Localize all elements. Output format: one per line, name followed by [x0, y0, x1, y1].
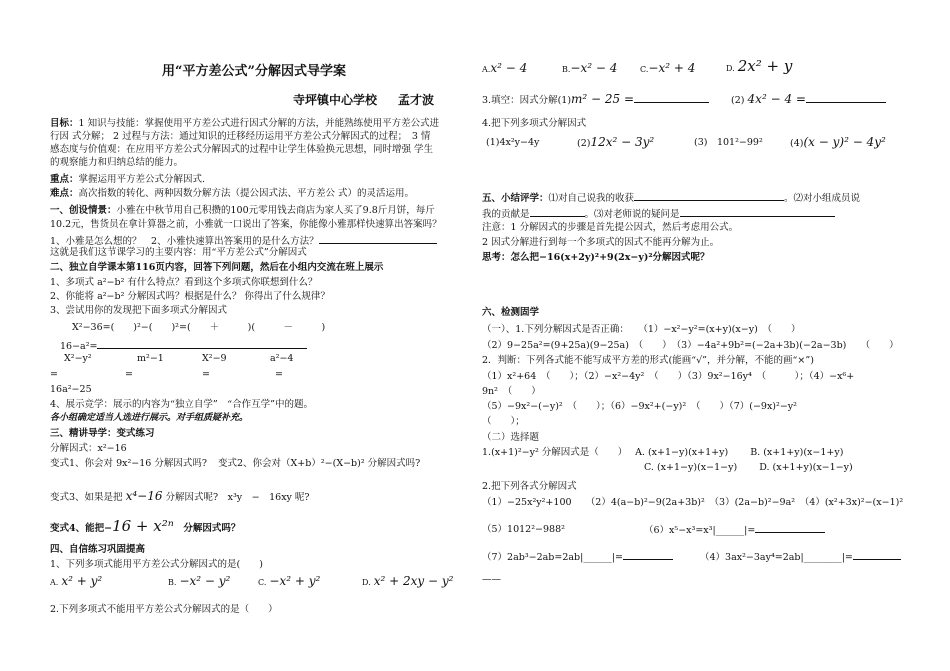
scenario-line-1: [50, 205, 435, 217]
fill-expr-1: m² − 25 =: [571, 92, 635, 106]
option-b-label: B.: [168, 578, 177, 587]
think-question: 思考：怎么把−16(x+2y)²+9(2x−y)²分解因式呢？: [482, 252, 710, 263]
test-line-1: （一）、1.下列分解因式是否正确： （1）−x²−y²=(x+y)(x−y) （ ）: [482, 324, 801, 335]
answer-blank[interactable]: [853, 549, 901, 560]
equals-4: =: [275, 369, 283, 380]
test-factor-7-text: （7）2ab³−2ab=2ab|______|=: [482, 552, 624, 563]
expr-a2-4: a²−4: [270, 353, 294, 364]
variant-3: [50, 490, 310, 504]
factor-4-2-expr: 12x² − 3y²: [590, 135, 655, 149]
factor-4-4: [790, 136, 886, 150]
expr-x2-9: X²−9: [202, 353, 227, 364]
goals-text-1: 1 知识与技能：掌握使用平方差公式进行因式分解的方法，并能熟练使用平方差公式进: [78, 118, 440, 129]
summary-heading: 五、小结评学：: [482, 193, 549, 204]
answer-blank[interactable]: [530, 206, 585, 217]
test-choice-heading: （二）选择题: [482, 432, 540, 443]
group-note: 各小组确定适当人选进行展示。对手组质疑补充。: [50, 413, 249, 423]
summary-text-1a: ⑴对自己说我的收获: [548, 193, 635, 204]
test-line-7: （ ）；: [482, 416, 525, 427]
summary-line-2: [482, 206, 835, 221]
test-line-6: （5）−9x²−(−y)² （ ）；（6）−9x²+(−y)² （ ）（7）(−9x)²−y²: [482, 401, 797, 412]
school-name: 寺坪镇中心学校: [293, 93, 378, 107]
option-b-expr: −x² − y²: [179, 574, 231, 588]
q2-option-c: [640, 62, 695, 76]
summary-text-1b: 。⑵对小组成员说: [784, 193, 861, 204]
answer-blank[interactable]: [634, 92, 709, 103]
answer-blank[interactable]: [680, 206, 835, 217]
practice-q1-option-b: [168, 575, 230, 589]
difficulty-point: [50, 188, 414, 200]
practice-q1: 1、下列多项式能用平方差公式分解因式的是( ): [50, 559, 263, 570]
test-factor-8-text: （4）3ax²−3ay⁴=2ab|________|=: [700, 552, 853, 563]
goals-line-1: [50, 118, 439, 130]
scenario-question-text: 1、小雅是怎么想的？ 2、小雅快速算出答案用的是什么方法？: [50, 236, 319, 247]
fill-in-question: [482, 92, 886, 107]
answer-blank[interactable]: [319, 233, 437, 244]
key-label: 重点：: [50, 174, 79, 185]
self-study-q1: 1、多项式 a²−b² 有什么特点？看到这个多项式你联想到什么？: [50, 277, 318, 288]
practice-q1-option-c: [258, 575, 320, 589]
answer-blank[interactable]: [755, 522, 825, 533]
scenario-line-4: 这就是我们这节课学习的主要内容：用“平方差公式”分解因式: [50, 247, 307, 258]
goals-line-2: 行因 式分解； 2 过程与方法：通过知识的迁移经历运用平方差公式分解因式的过程； 3 情: [50, 131, 431, 142]
self-study-q3: 3、尝试用你的发现把下面多项式分解因式: [50, 305, 228, 316]
self-study-q2: 2、你能将 a²−b² 分解因式吗？根据是什么？ 你得出了什么规律？: [50, 291, 330, 302]
q2-d-label: D.: [726, 64, 735, 73]
q2-option-b: [562, 62, 617, 76]
factor-row-1: X²−36=( )²−( )²=( ＋ )( － ): [72, 322, 326, 333]
test-line-5: 9n² （ ）: [482, 386, 541, 397]
test-factor-6-text: （6）x⁵−x³=x³|______|=: [644, 525, 756, 536]
author-name: 孟才波: [398, 93, 435, 107]
test-line-3: 2．判断：下列各式能不能写成平方差的形式(能画“√”，并分解，不能的画“×”): [482, 355, 814, 366]
expr-m2-1: m²−1: [137, 353, 164, 364]
factor-4-3: (3) 101²−99²: [694, 137, 763, 148]
factor-question-4: 4.把下列多项式分解因式: [482, 118, 587, 129]
test-factor-8: [700, 549, 901, 564]
fill-label: 3.填空：因式分解(1): [482, 95, 572, 106]
variant-3-expr: x⁴−16: [125, 489, 163, 503]
q2-b-expr: −x² − 4: [570, 61, 618, 75]
guided-heading: 三、精讲导学：变式练习: [50, 428, 155, 439]
summary-note-1: 注意：1 分解因式的步骤是首先提公因式，然后考虑用公式。: [482, 222, 739, 233]
summary-note-2: 2 因式分解进行到每一个多项式的因式不能再分解为止。: [482, 237, 720, 248]
summary-line-1: [482, 190, 860, 205]
goals-line-3: 感态度与价值观：在应用平方差公式分解因式的过程中让学生体验换元思想，同时增强 学生: [50, 144, 434, 155]
summary-text-2a: 我的贡献是: [482, 209, 530, 220]
test-factor-5: （5）1012²−988²: [482, 524, 565, 535]
factor-4-4-expr: (x − y)² − 4y²: [803, 135, 886, 149]
scenario-line-2: 10.2元，售货员在拿计算器之前，小雅就一口说出了答案，你能像小雅那样快速算出答案吗？: [50, 219, 442, 230]
difficulty-text: 高次指数的转化、两种因数分解方法（提公因式法、平方差公 式）的灵活运用。: [78, 188, 415, 199]
q2-d-expr: 2x² + y: [737, 57, 793, 75]
trailing-dash: ——: [482, 574, 501, 585]
equals-3: =: [202, 369, 210, 380]
equals-2: =: [125, 369, 133, 380]
practice-q1-option-a: [50, 575, 102, 589]
q2-c-expr: −x² + 4: [648, 61, 696, 75]
option-c-label: C.: [258, 578, 267, 587]
test-line-4: （1）x²+64 （ ）；（2）−x²−4y² （ ）（3）9x²−16y⁴ （ ）；（4）−x⁶+: [482, 371, 855, 382]
test-choice-1: 1.(x+1)²−y² 分解因式是（ ） A. (x+1−y)(x+1+y) B. (x+1+y)(x−1+y): [482, 447, 844, 458]
q2-c-label: C.: [640, 65, 649, 74]
test-factor-row-1: （1）−25x²y²+100 （2）4(a−b)²−9(2a+3b)² （3）(2a−b)²−9a² （4）(x²+3x)²−(x−1)²: [482, 497, 904, 508]
factor-row-2: [60, 338, 307, 353]
test-factor-heading: 2.把下列各式分解因式: [482, 481, 577, 492]
variant-4-prefix: 变式4、能把−: [50, 523, 113, 534]
test-factor-7: [482, 549, 673, 564]
goals-label: 目标：: [50, 118, 79, 129]
practice-q1-option-d: [362, 575, 453, 589]
factor-4-1: (1)4x²y−4y: [486, 137, 540, 148]
answer-blank[interactable]: [623, 549, 673, 560]
variant-4-suffix: 分解因式吗？: [183, 523, 241, 534]
fill-expr-2: 4x² − 4 =: [747, 92, 806, 106]
q2-b-label: B.: [562, 65, 571, 74]
practice-q2: 2.下列多项式不能用平方差公式分解因式的是（ ）: [50, 604, 278, 615]
goals-line-4: 的观察能力和归纳总结的能力。: [50, 157, 184, 168]
option-d-expr: x² + 2xy − y²: [373, 574, 454, 588]
factor-4-2: [577, 136, 654, 150]
scenario-question: [50, 233, 437, 248]
answer-blank[interactable]: [806, 92, 886, 103]
guided-example: 分解因式：x²−16: [50, 443, 127, 454]
option-a-label: A.: [50, 578, 59, 587]
answer-blank[interactable]: [97, 338, 307, 349]
scenario-heading: 一、创设情景：: [50, 205, 117, 216]
scenario-text-1: 小雅在中秋节用自己积攒的100元零用钱去商店为家人买了9.8斤月饼，每斤: [116, 205, 435, 216]
option-d-label: D.: [362, 578, 371, 587]
practice-heading: 四、自信练习巩固提高: [50, 544, 146, 555]
q2-a-label: A.: [482, 65, 491, 74]
page-title: 用“平方差公式”分解因式导学案: [162, 64, 346, 79]
variant-4-expr: 16 + x²ⁿ: [112, 517, 174, 535]
variant-1: 变式1、你会对 9x²−16 分解因式吗?: [50, 458, 207, 469]
factor-4-2-label: (2): [577, 138, 591, 149]
test-heading: 六、检测固学: [482, 307, 540, 318]
q2-option-a: [482, 62, 527, 76]
expr-x2-y2: X²−y²: [64, 353, 92, 364]
self-study-heading: 二、独立自学课本第116页内容，回答下列问题，然后在小组内交流在班上展示: [50, 262, 384, 273]
variant-4: [50, 517, 241, 535]
key-point: [50, 174, 205, 186]
summary-text-2b: 。⑶对老师说的疑问是: [584, 209, 680, 220]
option-a-expr: x² + y²: [61, 574, 103, 588]
equals-1: =: [50, 369, 58, 380]
test-line-2: （2）9−25a²=(9+25a)(9−25a) （ ） （3）−4a²+9b²=(−2a+3b)(−2a−3b) （ ）: [482, 340, 899, 351]
expr-16a2-25: 16a²−25: [50, 384, 92, 395]
self-study-q4: 4、展示竞学：展示的内容为“独立自学” “合作互学”中的题。: [50, 399, 313, 410]
factor-4-4-label: (4): [790, 138, 804, 149]
key-text: 掌握运用平方差公式分解因式.: [78, 174, 206, 185]
answer-blank[interactable]: [634, 190, 784, 201]
q2-option-d: [726, 57, 793, 75]
option-c-expr: −x² + y²: [269, 574, 321, 588]
factor-row-2-text: 16−a²=: [60, 341, 98, 352]
difficulty-label: 难点：: [50, 188, 79, 199]
test-choice-1-options: C. (x+1−y)(x−1−y) D. (x+1+y)(x−1−y): [644, 462, 853, 473]
variant-3-suffix: 分解因式呢? x³y − 16xy 呢?: [165, 492, 310, 503]
test-factor-6: [644, 522, 825, 537]
fill2-label: (2): [731, 95, 745, 106]
q2-a-expr: x² − 4: [490, 61, 528, 75]
variant-3-prefix: 变式3、如果是把: [50, 492, 123, 503]
variant-2: 变式2、你会对（X+b）²−(X−b)² 分解因式吗?: [218, 458, 421, 469]
